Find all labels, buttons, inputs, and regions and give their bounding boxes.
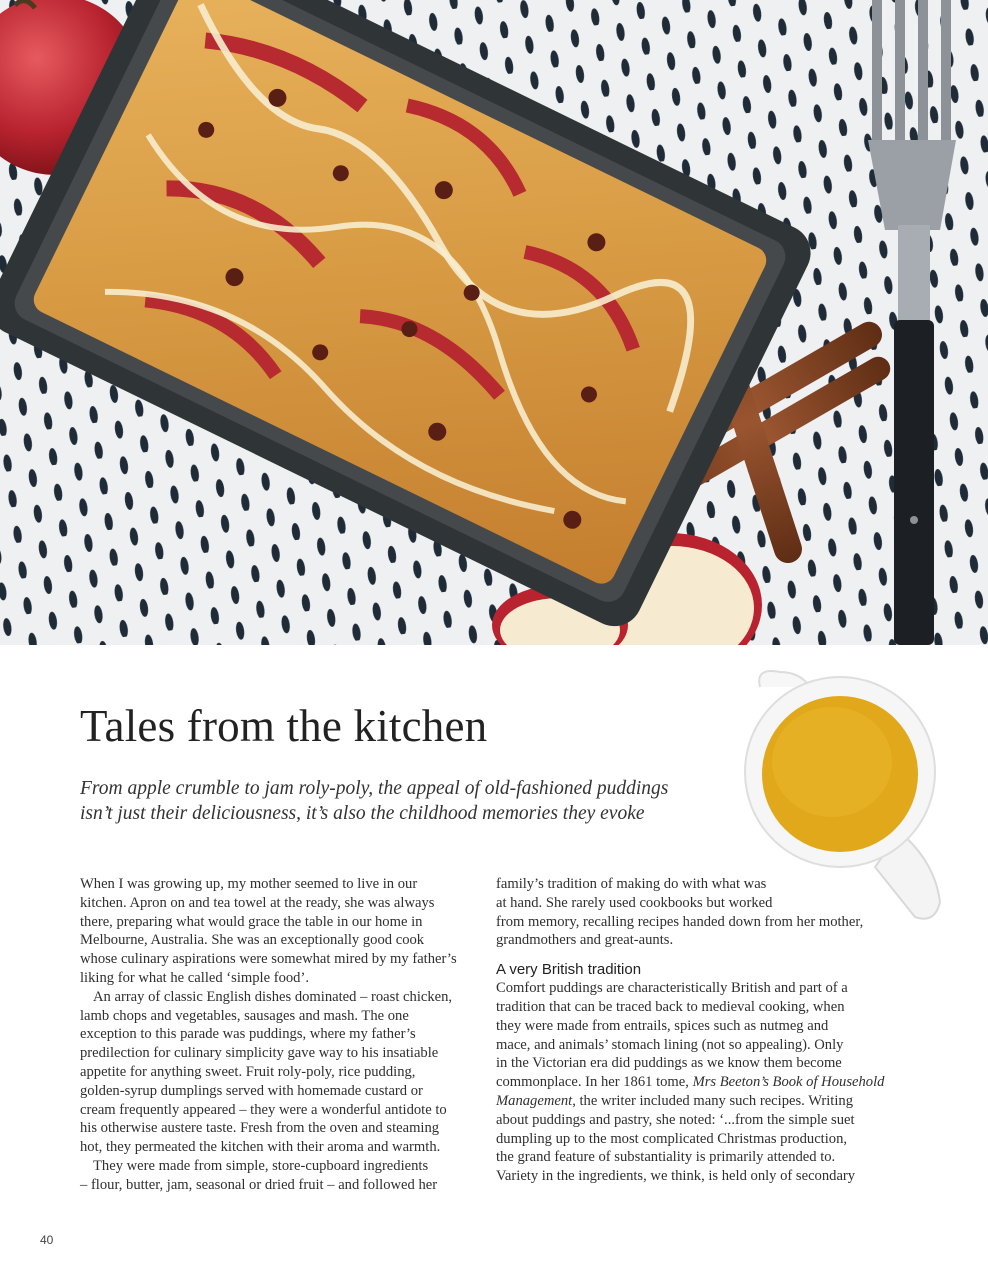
body-line: They were made from simple, store-cupboard ingredients — [93, 1157, 429, 1174]
body-line: predilection for culinary simplicity gave way to his insatiable — [80, 1045, 439, 1062]
book-title: Management — [496, 1092, 573, 1109]
body-line: in the Victorian era did puddings as we know them become — [496, 1055, 842, 1072]
body-line: – flour, butter, jam, seasonal or dried fruit – and followed her — [80, 1176, 438, 1193]
book-title: Mrs Beeton’s Book of Household — [692, 1074, 885, 1091]
body-line: the grand feature of substantiality is primarily attended to. — [496, 1149, 836, 1166]
body-line: Melbourne, Australia. She was an exceptionally good cook — [80, 932, 425, 949]
article-standfirst — [80, 776, 740, 826]
section-subheading: A very British tradition — [496, 961, 642, 979]
body-line: Comfort puddings are characteristically British and part of a — [496, 980, 848, 997]
body-line: there, preparing what would grace the table in our home in — [80, 913, 423, 930]
body-line: mace, and animals’ stomach lining (not so appealing). Only — [496, 1036, 844, 1053]
body-line: at hand. She rarely used cookbooks but worked — [496, 894, 773, 911]
body-text: commonplace. In her 1861 tome, — [496, 1074, 693, 1091]
body-line: cream frequently appeared – they were a wonderful antidote to — [80, 1101, 447, 1118]
body-line: hot, they permeated the kitchen with their aroma and warmth. — [80, 1139, 441, 1156]
body-line — [496, 1092, 896, 1111]
body-line: liking for what he called ‘simple food’. — [80, 969, 309, 986]
body-line: about puddings and pastry, she noted: ‘...from the simple suet — [496, 1111, 855, 1128]
body-line: family’s tradition of making do with what was — [496, 876, 767, 892]
body-line — [496, 1073, 896, 1092]
body-line: When I was growing up, my mother seemed to live in our — [80, 876, 418, 892]
body-column-left — [80, 875, 475, 1195]
article-title: Tales from the kitchen — [80, 701, 488, 751]
body-line: whose culinary aspirations were somewhat mired by my father’s — [80, 951, 457, 968]
standfirst-line: From apple crumble to jam roly-poly, the appeal of old-fashioned puddings — [80, 778, 669, 799]
body-line: from memory, recalling recipes handed down from her mother, — [496, 913, 864, 930]
body-line: kitchen. Apron on and tea towel at the ready, she was always — [80, 894, 435, 911]
body-line: they were made from entrails, spices such as nutmeg and — [496, 1017, 829, 1034]
body-line: his otherwise austere taste. Fresh from the oven and steaming — [80, 1120, 440, 1137]
body-line: An array of classic English dishes dominated – roast chicken, — [93, 988, 453, 1005]
body-column-right — [496, 875, 896, 1186]
body-text: , the writer included many such recipes. Writing — [572, 1092, 854, 1109]
body-line: appetite for anything sweet. Fruit roly-poly, rice pudding, — [80, 1063, 416, 1080]
body-line: exception to this parade was puddings, where my father’s — [80, 1026, 416, 1043]
standfirst-line: isn’t just their deliciousness, it’s also the childhood memories they evoke — [80, 803, 645, 824]
body-line: tradition that can be traced back to medieval cooking, when — [496, 998, 845, 1015]
body-line: golden-syrup dumplings served with homemade custard or — [80, 1082, 423, 1099]
body-line: dumpling up to the most complicated Christmas production, — [496, 1130, 848, 1147]
body-line: Variety in the ingredients, we think, is held only of secondary — [496, 1168, 856, 1185]
body-line: lamb chops and vegetables, sausages and mash. The one — [80, 1007, 409, 1024]
page-number: 40 — [40, 1233, 54, 1247]
body-line: grandmothers and great-aunts. — [496, 932, 674, 949]
